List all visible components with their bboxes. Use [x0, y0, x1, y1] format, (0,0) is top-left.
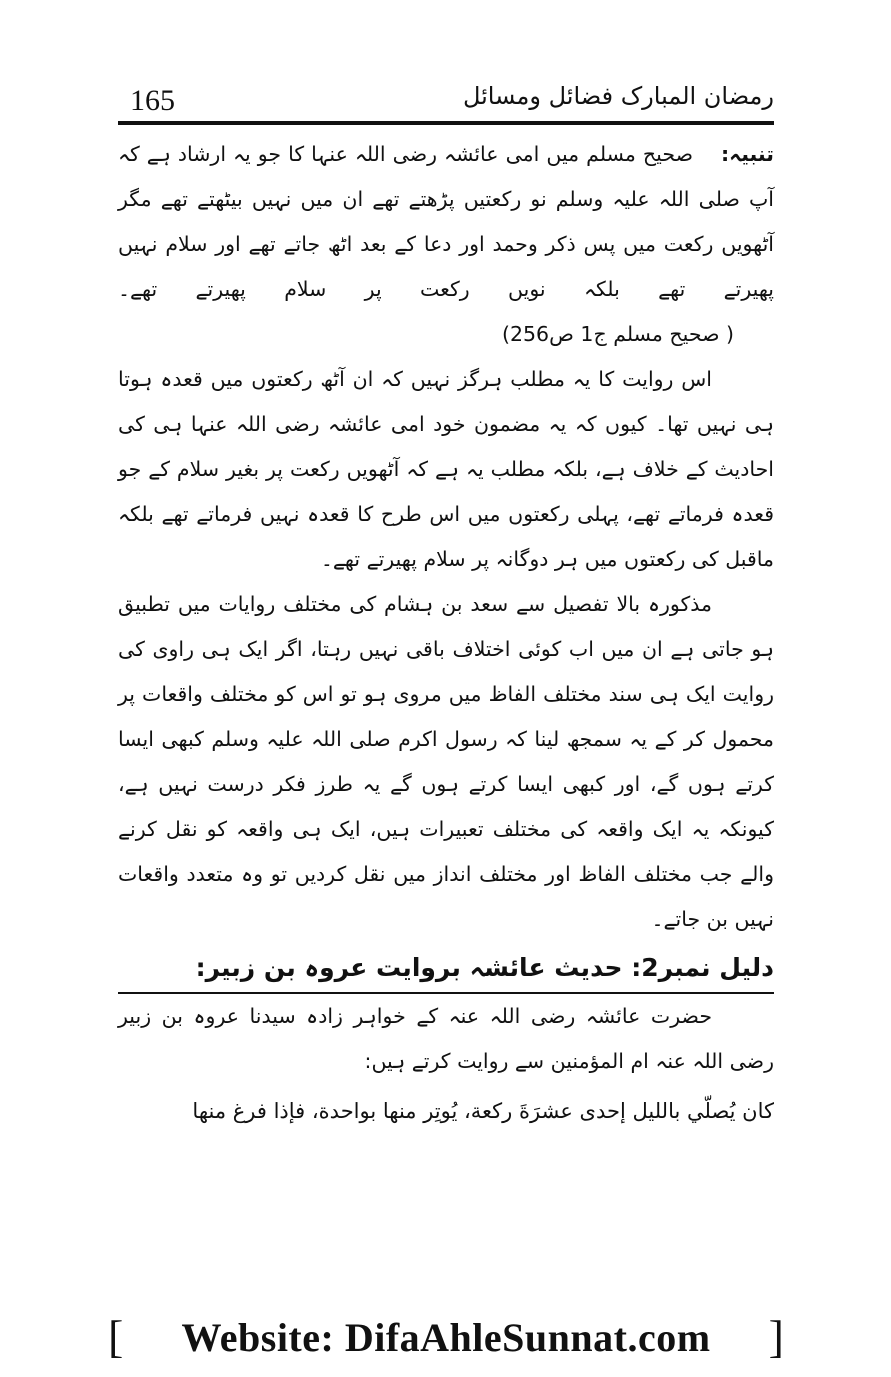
section-paragraph-text: حضرت عائشہ رضی اللہ عنہ کے خواہر زادہ سیدنا عروہ بن زبیر رضی اللہ عنہ ام المؤمنین سے روایت کرتے ہیں:	[118, 1004, 774, 1073]
body-paragraph	[118, 357, 774, 582]
section-heading: دلیل نمبر2: حدیث عائشہ بروایت عروہ بن زبیر:	[118, 946, 774, 994]
note-text: صحیح مسلم میں امی عائشہ رضی اللہ عنہا کا جو یہ ارشاد ہے کہ آپ صلی اللہ علیہ وسلم نو رکعتیں پڑھتے تھے ان میں نہیں بیٹھتے تھے مگر آٹھویں رکعت میں پس ذکر وحمد اور دعا کے بعد اٹھ جاتے تھے اور سلام نہیں پھیرتے تھے بلکہ نویں رکعت پر سلام پھیرتے تھے۔	[118, 142, 774, 301]
paragraph-text: اس روایت کا یہ مطلب ہرگز نہیں کہ ان آٹھ رکعتوں میں قعدہ ہوتا ہی نہیں تھا۔ کیوں کہ یہ مضمون خود امی عائشہ رضی اللہ عنہا ہی کی احادیث کے خلاف ہے، بلکہ مطلب یہ ہے کہ آٹھویں رکعت پر بغیر سلام کے جو قعدہ فرماتے تھے، پہلی رکعتوں میں اس طرح کا قعدہ نہیں فرماتے تھے بلکہ ماقبل کی رکعتوں میں ہر دوگانہ پر سلام پھیرتے تھے۔	[118, 367, 774, 571]
page-number: 165	[130, 84, 175, 117]
footer-right-bracket: ]	[768, 1311, 784, 1362]
body-paragraph	[118, 582, 774, 942]
header-rule	[118, 121, 774, 125]
page-footer	[108, 1313, 784, 1361]
website-banner: Website: DifaAhleSunnat.com	[181, 1314, 711, 1360]
paragraph-text: مذکورہ بالا تفصیل سے سعد بن ہشام کی مختلف روایات میں تطبیق ہو جاتی ہے ان میں اب کوئی اختلاف باقی نہیں رہتا، اگر ایک ہی راوی کی روایت ایک ہی سند مختلف الفاظ میں مروی ہو تو اس کو مختلف واقعات پر محمول کر کے یہ سمجھ لینا کہ رسول اکرم صلی اللہ علیہ وسلم کبھی ایسا کرتے ہوں گے، اور کبھی ایسا کرتے ہوں گے یہ طرز فکر درست نہیں ہے، کیونکہ یہ ایک واقعہ کی مختلف تعبیرات ہیں، ایک ہی واقعہ کو نقل کرنے والے جب مختلف الفاظ اور مختلف انداز میں نقل کردیں تو وہ متعدد واقعات نہیں بن جاتے۔	[118, 592, 774, 931]
section-paragraph	[118, 994, 774, 1084]
note-paragraph	[118, 132, 774, 357]
page-header	[118, 78, 774, 122]
arabic-hadith-line: كان يُصلّي بالليل إحدى عشرَةَ ركعة، يُوتِر منها بواحدة، فإذا فرغ منها	[192, 1099, 774, 1123]
note-label: تنبیہ:	[720, 142, 774, 166]
page-content	[118, 132, 774, 1136]
citation: ( صحیح مسلم ج1 ص256)	[501, 322, 734, 346]
book-title: رمضان المبارک فضائل ومسائل	[462, 82, 774, 110]
footer-left-bracket: [	[108, 1311, 124, 1362]
